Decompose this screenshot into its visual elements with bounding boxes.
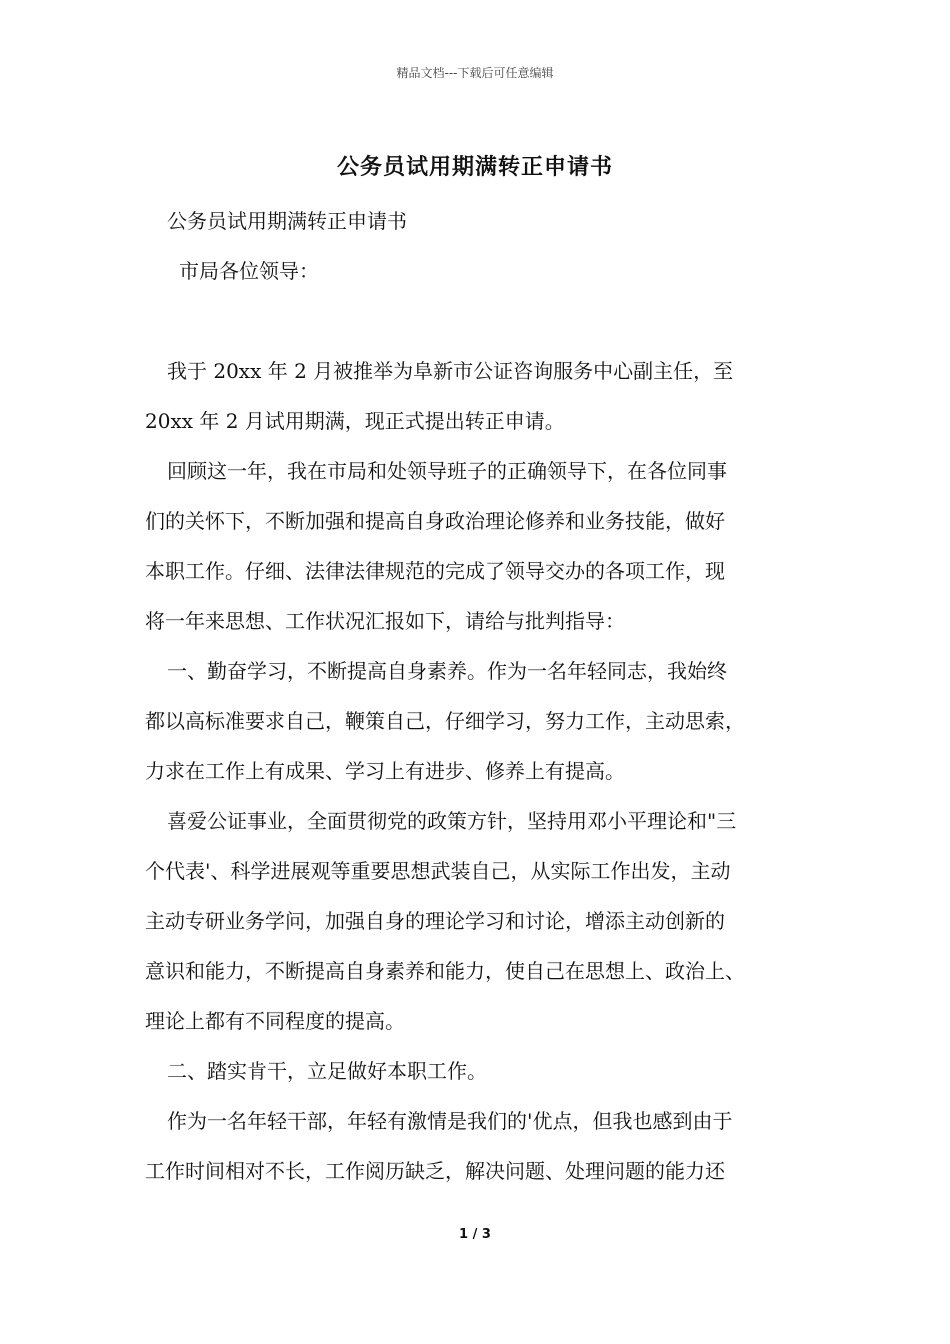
body-line: 回顾这一年，我在市局和处领导班子的正确领导下，在各位同事 [167,459,727,483]
body-line: 作为一名年轻干部，年轻有激情是我们的'优点，但我也感到由于 [167,1109,733,1133]
body-line: 意识和能力，不断提高自身素养和能力，使自己在思想上、政治上、 [145,959,745,983]
body-line: 工作时间相对不长，工作阅历缺乏，解决问题、处理问题的能力还 [145,1159,725,1183]
body-line: 我于 20xx 年 2 月被推举为阜新市公证咨询服务中心副主任，至 [167,359,734,383]
document-title: 公务员试用期满转正申请书 [336,154,613,180]
body-line: 力求在工作上有成果、学习上有进步、修养上有提高。 [145,759,625,783]
body-line: 将一年来思想、工作状况汇报如下，请给与批判指导： [145,609,625,633]
body-line: 个代表'、科学进展观等重要思想武装自己，从实际工作出发，主动 [145,859,731,883]
document-subtitle: 公务员试用期满转正申请书 [167,209,407,233]
body-line: 20xx 年 2 月试用期满，现正式提出转正申请。 [145,409,565,433]
body-line: 都以高标准要求自己，鞭策自己，仔细学习，努力工作，主动思索， [145,709,745,733]
blank-line [145,296,817,346]
body-line: 喜爱公证事业，全面贯彻党的政策方针，坚持用邓小平理论和"三 [167,809,737,833]
document-body [145,196,817,1196]
salutation: 市局各位领导： [179,259,319,283]
page-header: 精品文档---下载后可任意编辑 [396,66,554,80]
page-indicator: 1 / 3 [459,1227,491,1242]
body-line: 一、勤奋学习，不断提高自身素养。作为一名年轻同志，我始终 [167,659,727,683]
body-line: 二、踏实肯干，立足做好本职工作。 [167,1059,487,1083]
body-line: 理论上都有不同程度的提高。 [145,1009,405,1033]
body-line: 们的关怀下，不断加强和提高自身政治理论修养和业务技能，做好 [145,509,725,533]
body-line: 主动专研业务学问，加强自身的理论学习和讨论，增添主动创新的 [145,909,725,933]
body-line: 本职工作。仔细、法律法律规范的完成了领导交办的各项工作，现 [145,559,725,583]
